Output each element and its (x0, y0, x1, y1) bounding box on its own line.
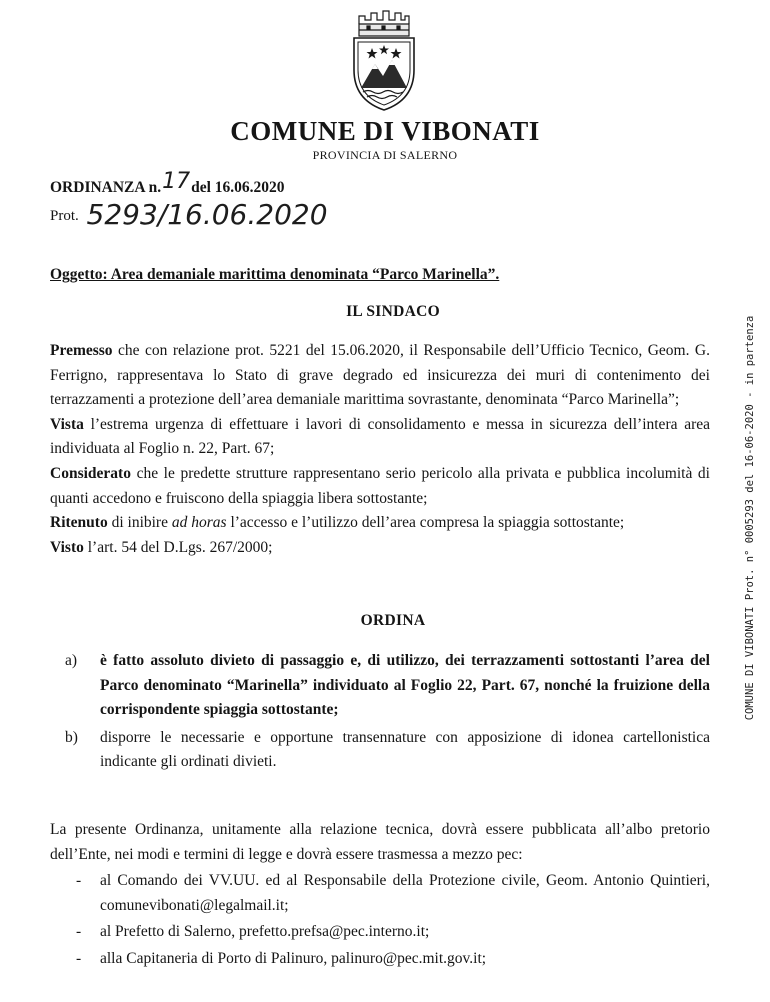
premise-text: di inibire (107, 514, 172, 532)
list-item-text: disporre le necessarie e opportune transennature con apposizione di idonea cartellonistica indicante gli ordinati divieti. (100, 728, 710, 771)
premise-keyword: Ritenuto (50, 514, 108, 532)
heading-il-sindaco: IL SINDACO (346, 303, 440, 320)
list-marker: - (76, 872, 82, 889)
premises-section (50, 339, 710, 560)
closing-paragraph: La presente Ordinanza, unitamente alla relazione tecnica, dovrà essere pubblicata all’albo pretorio dell’Ente, nei modi e termini di legge e dovrà essere trasmessa a mezzo pec: (50, 821, 710, 863)
list-marker: - (76, 923, 82, 941)
list-marker: b) (65, 728, 78, 746)
premise-text: l’art. 54 del D.Lgs. 267/2000; (83, 538, 273, 556)
ordinance-number-handwritten: 17 (162, 169, 191, 194)
premise-keyword: Premesso (50, 342, 113, 359)
municipal-coat-of-arms (345, 8, 423, 114)
list-item-text: al Comando dei VV.UU. ed al Responsabile della Protezione civile, Geom. Antonio Quintieri, comunevibonati@legalmail.it; (100, 872, 710, 914)
document-subject: Oggetto: Area demaniale marittima denominata “Parco Marinella”. (50, 266, 500, 283)
protocol-line (50, 198, 328, 231)
premise-premesso (50, 339, 710, 413)
list-item (50, 920, 710, 945)
list-marker: - (76, 949, 82, 967)
list-item (50, 947, 710, 972)
premise-text: l’estrema urgenza di effettuare i lavori di consolidamento e messa in sicurezza dell’intera area individuata al Foglio n. 22, Part. 67; (50, 415, 710, 458)
premise-keyword: Visto (50, 538, 84, 556)
list-item-text: è fatto assoluto divieto di passaggio e, di utilizzo, dei terrazzamenti sottostanti l’area del Parco denominato “Marinella” individuato al Foglio 22, Part. 67, nonché la fruizione della corrispondente spiaggia sottostante; (100, 652, 710, 719)
premise-keyword: Considerato (50, 464, 131, 482)
ordina-list (50, 649, 710, 778)
premise-italic: ad horas (171, 514, 227, 532)
province-name: PROVINCIA DI SALERNO (312, 148, 458, 162)
premise-considerato (50, 462, 710, 511)
ordinance-date: del 16.06.2020 (191, 179, 285, 196)
list-item-text: al Prefetto di Salerno, prefetto.prefsa@pec.interno.it; (100, 923, 430, 941)
protocol-side-stamp: COMUNE DI VIBONATI Prot. n° 0005293 del 16-06-2020 - in partenza (744, 315, 756, 721)
protocol-label: Prot. (50, 208, 79, 224)
premise-text: l’accesso e l’utilizzo dell’area compresa la spiaggia sottostante; (226, 514, 625, 532)
ordinance-number-line (50, 169, 285, 198)
list-marker: a) (65, 652, 78, 669)
premise-text: che le predette strutture rappresentano serio pericolo alla privata e pubblica incolumità di quanti accedono e fruiscono della spiaggia libera sottostante; (50, 464, 710, 507)
premise-ritenuto (50, 511, 710, 536)
recipients-list (50, 869, 710, 973)
protocol-handwritten: 5293/16.06.2020 (86, 198, 328, 231)
premise-text: che con relazione prot. 5221 del 15.06.2020, il Responsabile dell’Ufficio Tecnico, Geom. G. Ferrigno, rappresentava lo Stato di grave degrado ed insicurezza dei muri di contenimento dei terrazzamenti a protezione dell’area demaniale marittima sovrastante, denominata “Parco Marinella”; (50, 342, 710, 409)
heading-ordina: ORDINA (360, 612, 426, 629)
premise-vista (50, 413, 710, 462)
list-item (50, 726, 710, 775)
municipality-name: COMUNE DI VIBONATI (230, 116, 540, 146)
list-item (50, 869, 710, 918)
list-item (50, 649, 710, 723)
list-item-text: alla Capitaneria di Porto di Palinuro, palinuro@pec.mit.gov.it; (100, 949, 487, 967)
ordinance-prefix: ORDINANZA n. (50, 179, 162, 196)
premise-visto (50, 536, 710, 561)
premise-keyword: Vista (50, 415, 84, 433)
